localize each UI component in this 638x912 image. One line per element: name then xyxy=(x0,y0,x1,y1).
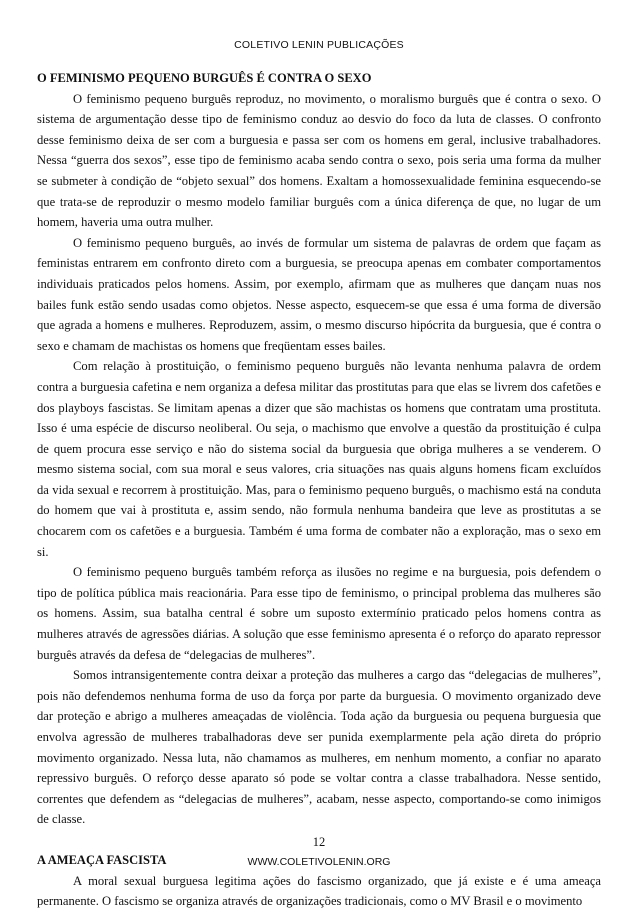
paragraph: O feminismo pequeno burguês também reforça as ilusões no regime e na burguesia, pois defendem o tipo de política pública mais reacionária. Para esse tipo de feminismo, o principal problema das mulheres são os homens. Assim, sua batalha central é sobre um suposto extermínio praticado pelos homens contra as mulheres através de agressões diárias. A solução que esse feminismo apresenta é o reforço do aparato repressor burguês através da defesa de “delegacias de mulheres”. xyxy=(37,565,601,662)
paragraph: Somos intransigentemente contra deixar a proteção das mulheres a cargo das “delegacias de mulheres”, pois não defendemos nenhuma forma de uso da força por parte da burguesia. O movimento organizado deve dar proteção e abrigo a mulheres ameaçadas de violência. Toda ação da burguesia ou pequena burguesia que envolva agressão de mulheres trabalhadoras deve ser punida exemplarmente pela ação direta do próprio movimento organizado. Nessa luta, não chamamos as mulheres, em nenhum momento, a confiar no aparato repressivo burguês. O reforço desse aparato só pode se voltar contra a classe trabalhadora. Nesse sentido, correntes que defendem as “delegacias de mulheres”, acabam, nesse aspecto, comportando-se como inimigos de classe. xyxy=(37,668,601,827)
paragraph: O feminismo pequeno burguês, ao invés de formular um sistema de palavras de ordem que façam as feministas entrarem em confronto direto com a burguesia, se preocupa apenas em combater comportamentos individuais praticados pelos homens. Assim, por exemplo, afirmam que as mulheres que dançam nuas nos bailes funk estão sendo usadas como objetos. Nesse aspecto, esquecem-se que essa é uma forma de diversão que agrada a homens e mulheres. Reproduzem, assim, o mesmo discurso hipócrita da burguesia, que é contra o sexo e chamam de machistas os homens que freqüentam esses bailes. xyxy=(37,235,601,353)
section-title: O FEMINISMO PEQUENO BURGUÊS É CONTRA O SEXO xyxy=(37,71,372,85)
paragraph: Com relação à prostituição, o feminismo pequeno burguês não levanta nenhuma palavra de ordem contra a burguesia cafetina e nem organiza a defesa militar das prostitutas para que elas se livrem dos cafetões e dos playboys fascistas. Se limitam apenas a dizer que são machistas os homens que contratam uma prostituta. Isso é uma espécie de discurso neoliberal. Ou seja, o machismo que envolve a questão da prostituição é culpa de quem procura esse serviço e não do sistema social da burguesia que obriga mulheres a se venderem. O mesmo sistema social, com sua moral e seus valores, cria situações nas quais alguns homens ficam excluídos da vida sexual e recorrem à prostituição. Mas, para o feminismo pequeno burguês, o machismo está na conduta do homem que vai à prostituta e, assim sendo, não formula nenhuma bandeira que leve as prostitutas a se chocarem com os cafetões e a burguesia. Também é uma forma de combater não a exploração, mas o sexo em si. xyxy=(37,359,601,559)
running-header: COLETIVO LENIN PUBLICAÇÕES xyxy=(234,39,404,51)
page-number: 12 xyxy=(312,835,326,849)
section-title: A AMEAÇA FASCISTA xyxy=(37,852,167,867)
paragraph: O feminismo pequeno burguês reproduz, no movimento, o moralismo burguês que é contra o sexo. O sistema de argumentação desse tipo de feminismo conduz ao desvio do foco da luta de classes. O confronto desse feminismo deixa de ser com a burguesia e passa ser com os homens em geral, inclusive trabalhadores. Nessa “guerra dos sexos”, esse tipo de feminismo acaba sendo contra o sexo, pois seria uma forma da mulher se submeter à condição de “objeto sexual” dos homens. Exaltam a homossexualidade feminina esquecendo-se que trata-se de reproduzir o mesmo modelo familiar burguês com a única diferença de que, no lugar de um homem, haveria uma outra mulher. xyxy=(37,91,601,230)
document-body xyxy=(37,68,601,912)
section-feminismo xyxy=(37,68,601,830)
paragraph: A moral sexual burguesa legitima ações do fascismo organizado, que já existe e é uma ameaça permanente. O fascismo se organiza através de organizações tradicionais, como o MV Brasil e o movimento xyxy=(37,873,601,909)
running-footer: WWW.COLETIVOLENIN.ORG xyxy=(247,856,391,868)
